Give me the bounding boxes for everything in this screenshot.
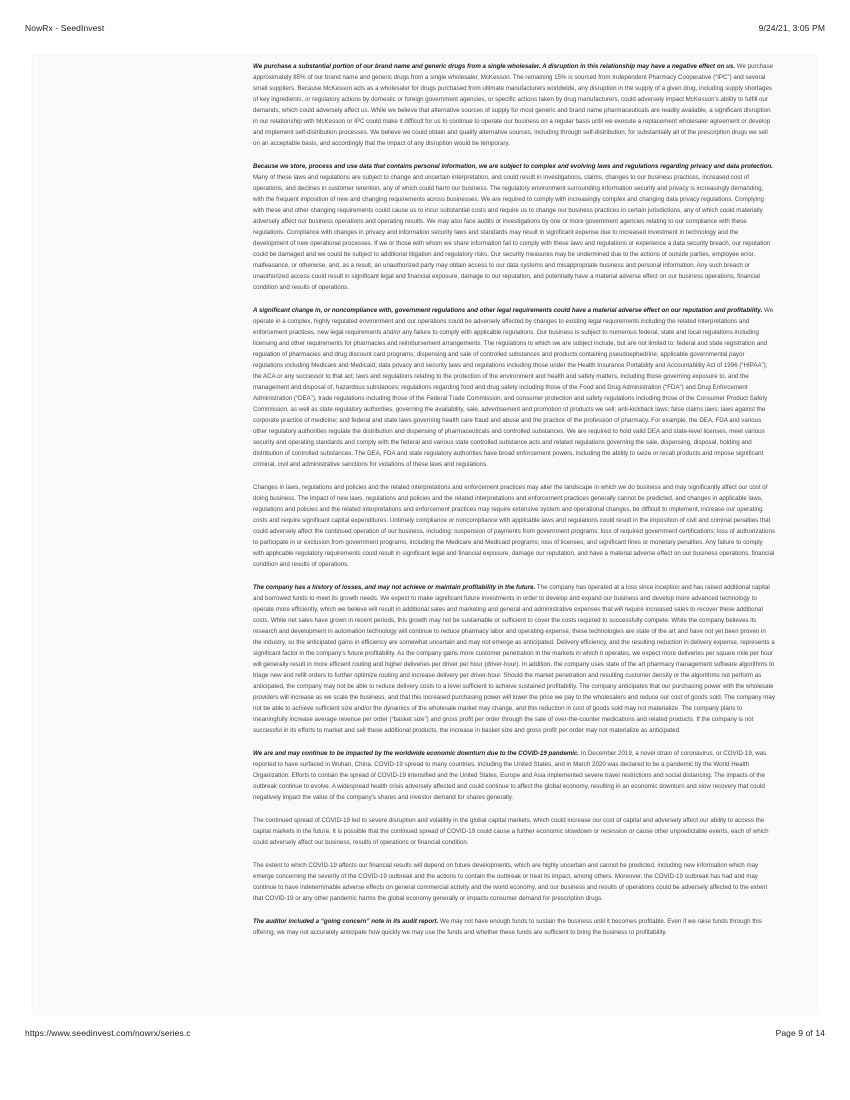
risk-body: Many of these laws and regulations are subject to change and uncertain interpretation, and could result in investigations, claims, changes to our business practices, increased cost of operations, and declines in customer retention, any of which could harm our business. The regulatory environment surrounding information security and privacy is increasingly demanding, with the frequent imposition of new and changing requirements across businesses. We are required to comply with increasingly complex and changing data privacy regulations. Complying with these and other changing requirements could cause us to incur substantial costs and require us to change our business practices in certain jurisdictions, any of which could materially adversely affect our business operations and operating results. We may also face audits or investigations by one or more government agencies relating to our compliance with these regulations. Compliance with changes in privacy and information security laws and standards may result in significant expense due to increased investment in technology and the development of new operational processes. If we or those with whom we share information fail to comply with these laws and regulations or experience a data security breach, our reputation could be damaged and we could be subject to additional litigation and regulatory risks. Our security measures may be undermined due to the actions of outside parties, employee error, malfeasance, or otherwise, and, as a result, an unauthorized party may obtain access to our data systems and misappropriate business and personal information. Any such breach or unauthorized access could result in significant legal and financial exposure, damage to our reputation, and potentially have a material adverse effect on our business operations, financial condition and results of operations.	[253, 174, 771, 291]
risk-paragraph-wholesaler	[253, 61, 775, 149]
risk-paragraph-covid-capital-markets	[253, 815, 775, 848]
risk-lead: We purchase a substantial portion of our brand name and generic drugs from a single wholesaler. A disruption in this relationship may have a negative effect on us.	[253, 63, 736, 70]
document-sheet	[33, 55, 817, 1013]
risk-body: The company has operated at a loss since inception and has raised additional capital and borrowed funds to meet its growth needs. We expect to make significant future investments in order to develop and expand our business and develop more advanced technology to operate more efficiently, which we believe will result in additional sales and marketing and general and administrative expenses that will require increased sales to recover these additional costs. While net sales have grown in recent periods, this growth may not be sustainable or sufficient to cover the costs required to successfully compete. While the company believes its research and development in automation technology will continue to reduce pharmacy labor and operating expense, these technologies are state of the art and have not yet been proven in the industry, so the anticipated gains in efficiency are somewhat uncertain and may not emerge as anticipated. Delivery efficiency, and the resulting reduction in delivery expense, represents a significant factor in the company's future profitability. As the company gains more customer penetration in the markets in which it operates, we expect more deliveries per square mile per hour will generally result in more efficient routing and higher deliveries per driver per hour (driver-hour). In addition, the company uses state of the art pharmacy management software algorithms to triage new and refill orders to further optimize routing and increase delivery per driver-hour. Should the market penetration and resulting customer density or the algorithms not perform as anticipated, the company may not be able to reduce delivery costs to a level sufficient to achieve sustained profitability. The company anticipates that our purchasing power with the wholesale providers will increase as we scale the business, and that this increased purchasing power will lower the price we pay to the wholesalers and reduce our cost of goods sold. The company may not be able to achieve sufficient size and/or the dynamics of the wholesale market may change, and this reduction in cost of goods sold may not materialize. The company plans to meaningfully increase average revenue per order (“basket size”) and gross profit per order through the sale of over-the-counter medications and related products. If the company is not successful in its efforts to market and sell these additional products, the increase in basket size and gross profit per order may not materialize as anticipated.	[253, 584, 775, 734]
risk-paragraph-losses	[253, 582, 775, 736]
risk-lead: Because we store, process and use data that contains personal information, we are subject to complex and evolving laws and regulations regarding privacy and data protection.	[253, 163, 773, 170]
risk-paragraph-regulations	[253, 305, 775, 470]
print-footer-page-number: Page 9 of 14	[775, 1028, 825, 1038]
risk-paragraph-privacy	[253, 161, 775, 293]
risk-paragraph-covid-extent	[253, 860, 775, 904]
risk-body: We purchase approximately 85% of our brand name and generic drugs from a single wholesaler, McKesson. The remaining 15% is sourced from Independent Pharmacy Cooperative (“IPC”) and several small suppliers. Because McKesson acts as a wholesaler for drugs purchased from ultimate manufacturers worldwide, any disruption in the supply of a given drug, including supply shortages of key ingredients, or regulatory actions by domestic or foreign government agencies, or specific actions taken by drug manufacturers, could adversely impact McKesson's ability to fulfill our demands, which could adversely affect us. While we believe that alternative sources of supply for most generic and brand name pharmaceuticals are readily available, a significant disruption in our relationship with McKesson or IPC could make it difficult for us to continue to operate our business on a regular basis until we execute a replacement wholesaler agreement or develop and implement self-distribution processes. We believe we could obtain and qualify alternative sources, including through self-distribution, for substantially all of the prescription drugs we sell on an acceptable basis, and accordingly that the impact of any disruption would be temporary.	[253, 63, 774, 147]
risk-body: We operate in a complex, highly regulated environment and our operations could be adversely affected by changes to existing legal requirements including the related interpretations and enforcement practices, new legal requirements and/or any failure to comply with applicable regulations. Our business is subject to numerous federal, state and local regulations including licensing and other requirements for pharmacies and reimbursement arrangements. The regulations to which we are subject include, but are not limited to: federal and state registration and regulation of pharmacies and drug discount card programs; dispensing and sale of controlled substances and products containing pseudoephedrine; applicable governmental payor regulations including Medicare and Medicaid; data privacy and security laws and regulations including those under the Health Insurance Portability and Accountability Act of 1996 (“HIPAA”); the ACA or any successor to that act; laws and regulations relating to the protection of the environment and health and safety matters, including those governing exposure to, and the management and disposal of, hazardous substances; regulations regarding food and drug safety including those of the Food and Drug Administration (“FDA”) and Drug Enforcement Administration (“DEA”), trade regulations including those of the Federal Trade Commission, and consumer protection and safety regulations including those of the Consumer Product Safety Commission, as well as state regulatory authorities, governing the availability, sale, advertisement and promotion of products we sell; anti-kickback laws; false claims laws; laws against the corporate practice of medicine; and federal and state laws governing health care fraud and abuse and the practice of the profession of pharmacy. For example, the DEA, FDA and various other regulatory authorities regulate the distribution and dispensing of pharmaceuticals and controlled substances. We are required to hold valid DEA and state-level licenses, meet various security and operating standards and comply with the federal and various state controlled substance acts and related regulations governing the sale, dispensing, disposal, holding and distribution of controlled substances. The DEA, FDA and state regulatory authorities have broad enforcement powers, including the ability to seize or recall products and impose significant criminal, civil and administrative sanctions for violations of these laws and regulations.	[253, 307, 774, 468]
risk-paragraph-law-changes	[253, 482, 775, 570]
risk-paragraph-covid-downturn	[253, 748, 775, 803]
risk-body: The extent to which COVID-19 affects our financial results will depend on future developments, which are highly uncertain and cannot be predicted, including new information which may emerge concerning the severity of the COVID-19 outbreak and the actions to contain the outbreak or treat its impact, among others. Moreover, the COVID-19 outbreak has had and may continue to have indeterminable adverse effects on general commercial activity and the world economy, and our business and results of operations could be adversely affected to the extent that COVID-19 or any other pandemic harms the global economy generally or impacts consumer demand for prescription drugs.	[253, 862, 768, 902]
risk-lead: The company has a history of losses, and may not achieve or maintain profitability in the future.	[253, 584, 536, 591]
print-footer	[25, 1028, 825, 1038]
print-header	[25, 23, 825, 33]
print-footer-url: https://www.seedinvest.com/nowrx/series.c	[25, 1028, 191, 1038]
risk-lead: The auditor included a “going concern” note in its audit report.	[253, 918, 439, 925]
risk-paragraph-going-concern	[253, 916, 775, 938]
risk-body: Changes in laws, regulations and policies and the related interpretations and enforcement practices may alter the landscape in which we do business and may significantly affect our cost of doing business. The impact of new laws, regulations and policies and the related interpretations and enforcement practices generally cannot be predicted, and changes in applicable laws, regulations and policies and the related interpretations and enforcement practices may require extensive system and operational changes, be difficult to implement, increase our operating costs and require significant capital expenditures. Untimely compliance or noncompliance with applicable laws and regulations could result in the imposition of civil and criminal penalties that could adversely affect the continued operation of our business, including: suspension of payments from government programs; loss of required government certifications; loss of authorizations to participate in or exclusion from government programs, including the Medicare and Medicaid programs; loss of licenses; and significant fines or monetary penalties. Any failure to comply with applicable regulatory requirements could result in significant legal and financial exposure, damage our reputation, and have a material adverse effect on our business operations, financial condition and results of operations.	[253, 484, 775, 568]
risk-lead: A significant change in, or noncompliance with, government regulations and other legal requirements could have a material adverse effect on our reputation and profitability.	[253, 307, 763, 314]
risk-body: In December 2019, a novel strain of coronavirus, or COVID-19, was reported to have surfaced in Wuhan, China. COVID-19 spread to many countries, including the United States, and in March 2020 was declared to be a pandemic by the World Health Organization. Efforts to contain the spread of COVID-19 intensified and the United States, Europe and Asia implemented severe travel restrictions and social distancing. The impacts of the outbreak continue to evolve. A widespread health crisis adversely affected and could continue to affect the global economy, resulting in an economic downturn and slow recovery that could negatively impact the value of the company's shares and investor demand for shares generally.	[253, 750, 767, 801]
risk-lead: We are and may continue to be impacted by the worldwide economic downturn due to the COVID-19 pandemic.	[253, 750, 580, 757]
risk-body: The continued spread of COVID-19 led to severe disruption and volatility in the global capital markets, which could increase our cost of capital and adversely affect our ability to access the capital markets in the future. It is possible that the continued spread of COVID-19 could cause a further economic slowdown or recession or cause other unpredictable events, each of which could adversely affect our business, results of operations or financial condition.	[253, 817, 769, 846]
risk-body: We may not have enough funds to sustain the business until it becomes profitable. Even if we raise funds through this offering, we may not accurately anticipate how quickly we may use the funds and whether these funds are sufficient to bring the business to profitability.	[253, 918, 762, 936]
print-header-datetime: 9/24/21, 3:05 PM	[758, 23, 825, 33]
print-header-title: NowRx - SeedInvest	[25, 23, 105, 33]
